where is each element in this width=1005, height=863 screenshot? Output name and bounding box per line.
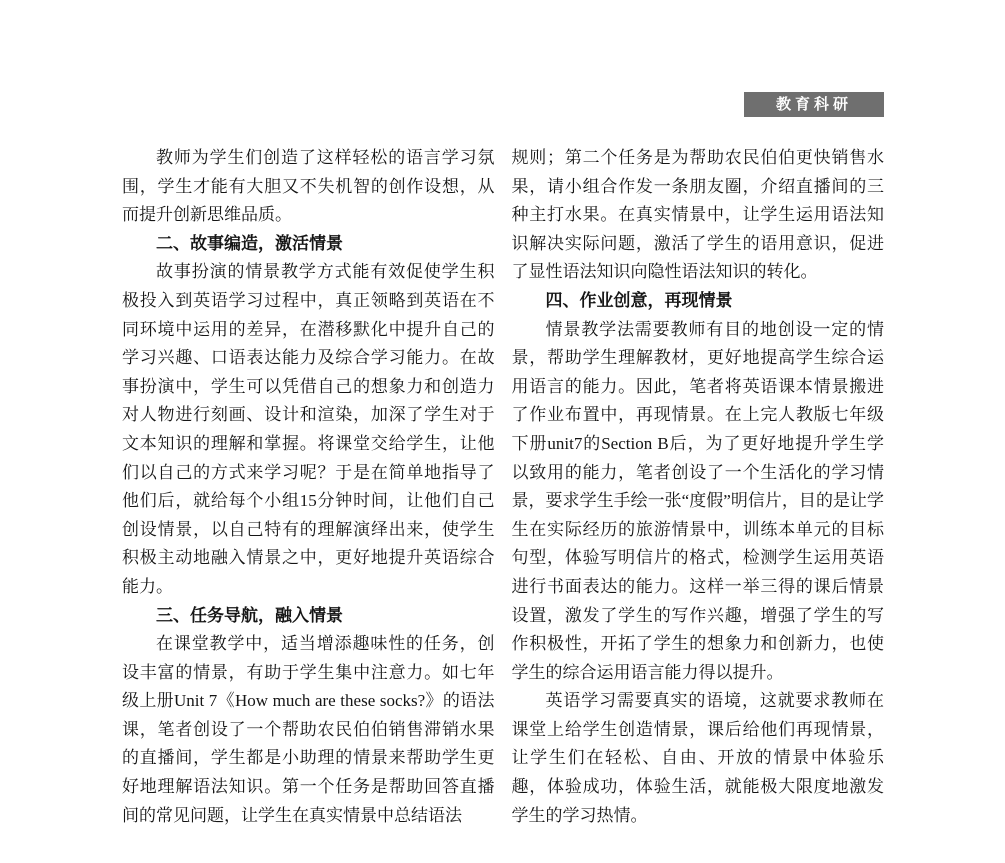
article-body xyxy=(122,144,884,830)
section-heading: 三、任务导航，融入情景 xyxy=(156,605,343,625)
body-paragraph: 教师为学生们创造了这样轻松的语言学习氛围，学生才能有大胆又不失机智的创作设想，从而提升创新思维品质。 xyxy=(122,148,495,225)
body-paragraph: 英语学习需要真实的语境，这就要求教师在课堂上给学生创造情景，课后给他们再现情景，让学生们在轻松、自由、开放的情景中体验乐趣，体验成功，体验生活，就能极大限度地激发学生的学习热情。 xyxy=(511,691,884,825)
journal-section-badge: 教育科研 xyxy=(744,92,884,117)
section-heading: 二、故事编造，激活情景 xyxy=(156,233,343,253)
body-paragraph: 规则；第二个任务是为帮助农民伯伯更快销售水果，请小组合作发一条朋友圈，介绍直播间的三种主打水果。在真实情景中，让学生运用语法知识解决实际问题，激活了学生的语用意识，促进了显性语法知识向隐性语法知识的转化。 xyxy=(511,148,884,282)
section-heading: 四、作业创意，再现情景 xyxy=(545,290,733,310)
body-paragraph: 故事扮演的情景教学方式能有效促使学生积极投入到英语学习过程中，真正领略到英语在不同环境中运用的差异，在潜移默化中提升自己的学习兴趣、口语表达能力及综合学习能力。在故事扮演中，学生可以凭借自己的想象力和创造力对人物进行刻画、设计和渲染，加深了学生对于文本知识的理解和掌握。将课堂交给学生，让他们以自己的方式来学习呢？于是在简单地指导了他们后，就给每个小组15分钟时间，让他们自己创设情景，以自己特有的理解演绎出来，使学生积极主动地融入情景之中，更好地提升英语综合能力。 xyxy=(122,262,495,596)
column-left xyxy=(122,144,495,830)
body-paragraph: 情景教学法需要教师有目的地创设一定的情景，帮助学生理解教材，更好地提高学生综合运用语言的能力。因此，笔者将英语课本情景搬进了作业布置中，再现情景。在上完人教版七年级下册unit7的Section B后，为了更好地提升学生学以致用的能力，笔者创设了一个生活化的学习情景，要求学生手绘一张“度假”明信片，目的是让学生在实际经历的旅游情景中，训练本单元的目标句型，体验写明信片的格式，检测学生运用英语进行书面表达的能力。这样一举三得的课后情景设置，激发了学生的写作兴趣，增强了学生的写作积极性，开拓了学生的想象力和创新力，也使学生的综合运用语言能力得以提升。 xyxy=(511,319,884,682)
body-paragraph: 在课堂教学中，适当增添趣味性的任务，创设丰富的情景，有助于学生集中注意力。如七年级上册Unit 7《How much are these socks?》的语法课，笔者创设了一个帮助农民伯伯销售滞销水果的直播间，学生都是小助理的情景来帮助学生更好地理解语法知识。第一个任务是帮助回答直播间的常见问题，让学生在真实情景中总结语法 xyxy=(122,634,495,825)
column-right xyxy=(512,144,885,830)
